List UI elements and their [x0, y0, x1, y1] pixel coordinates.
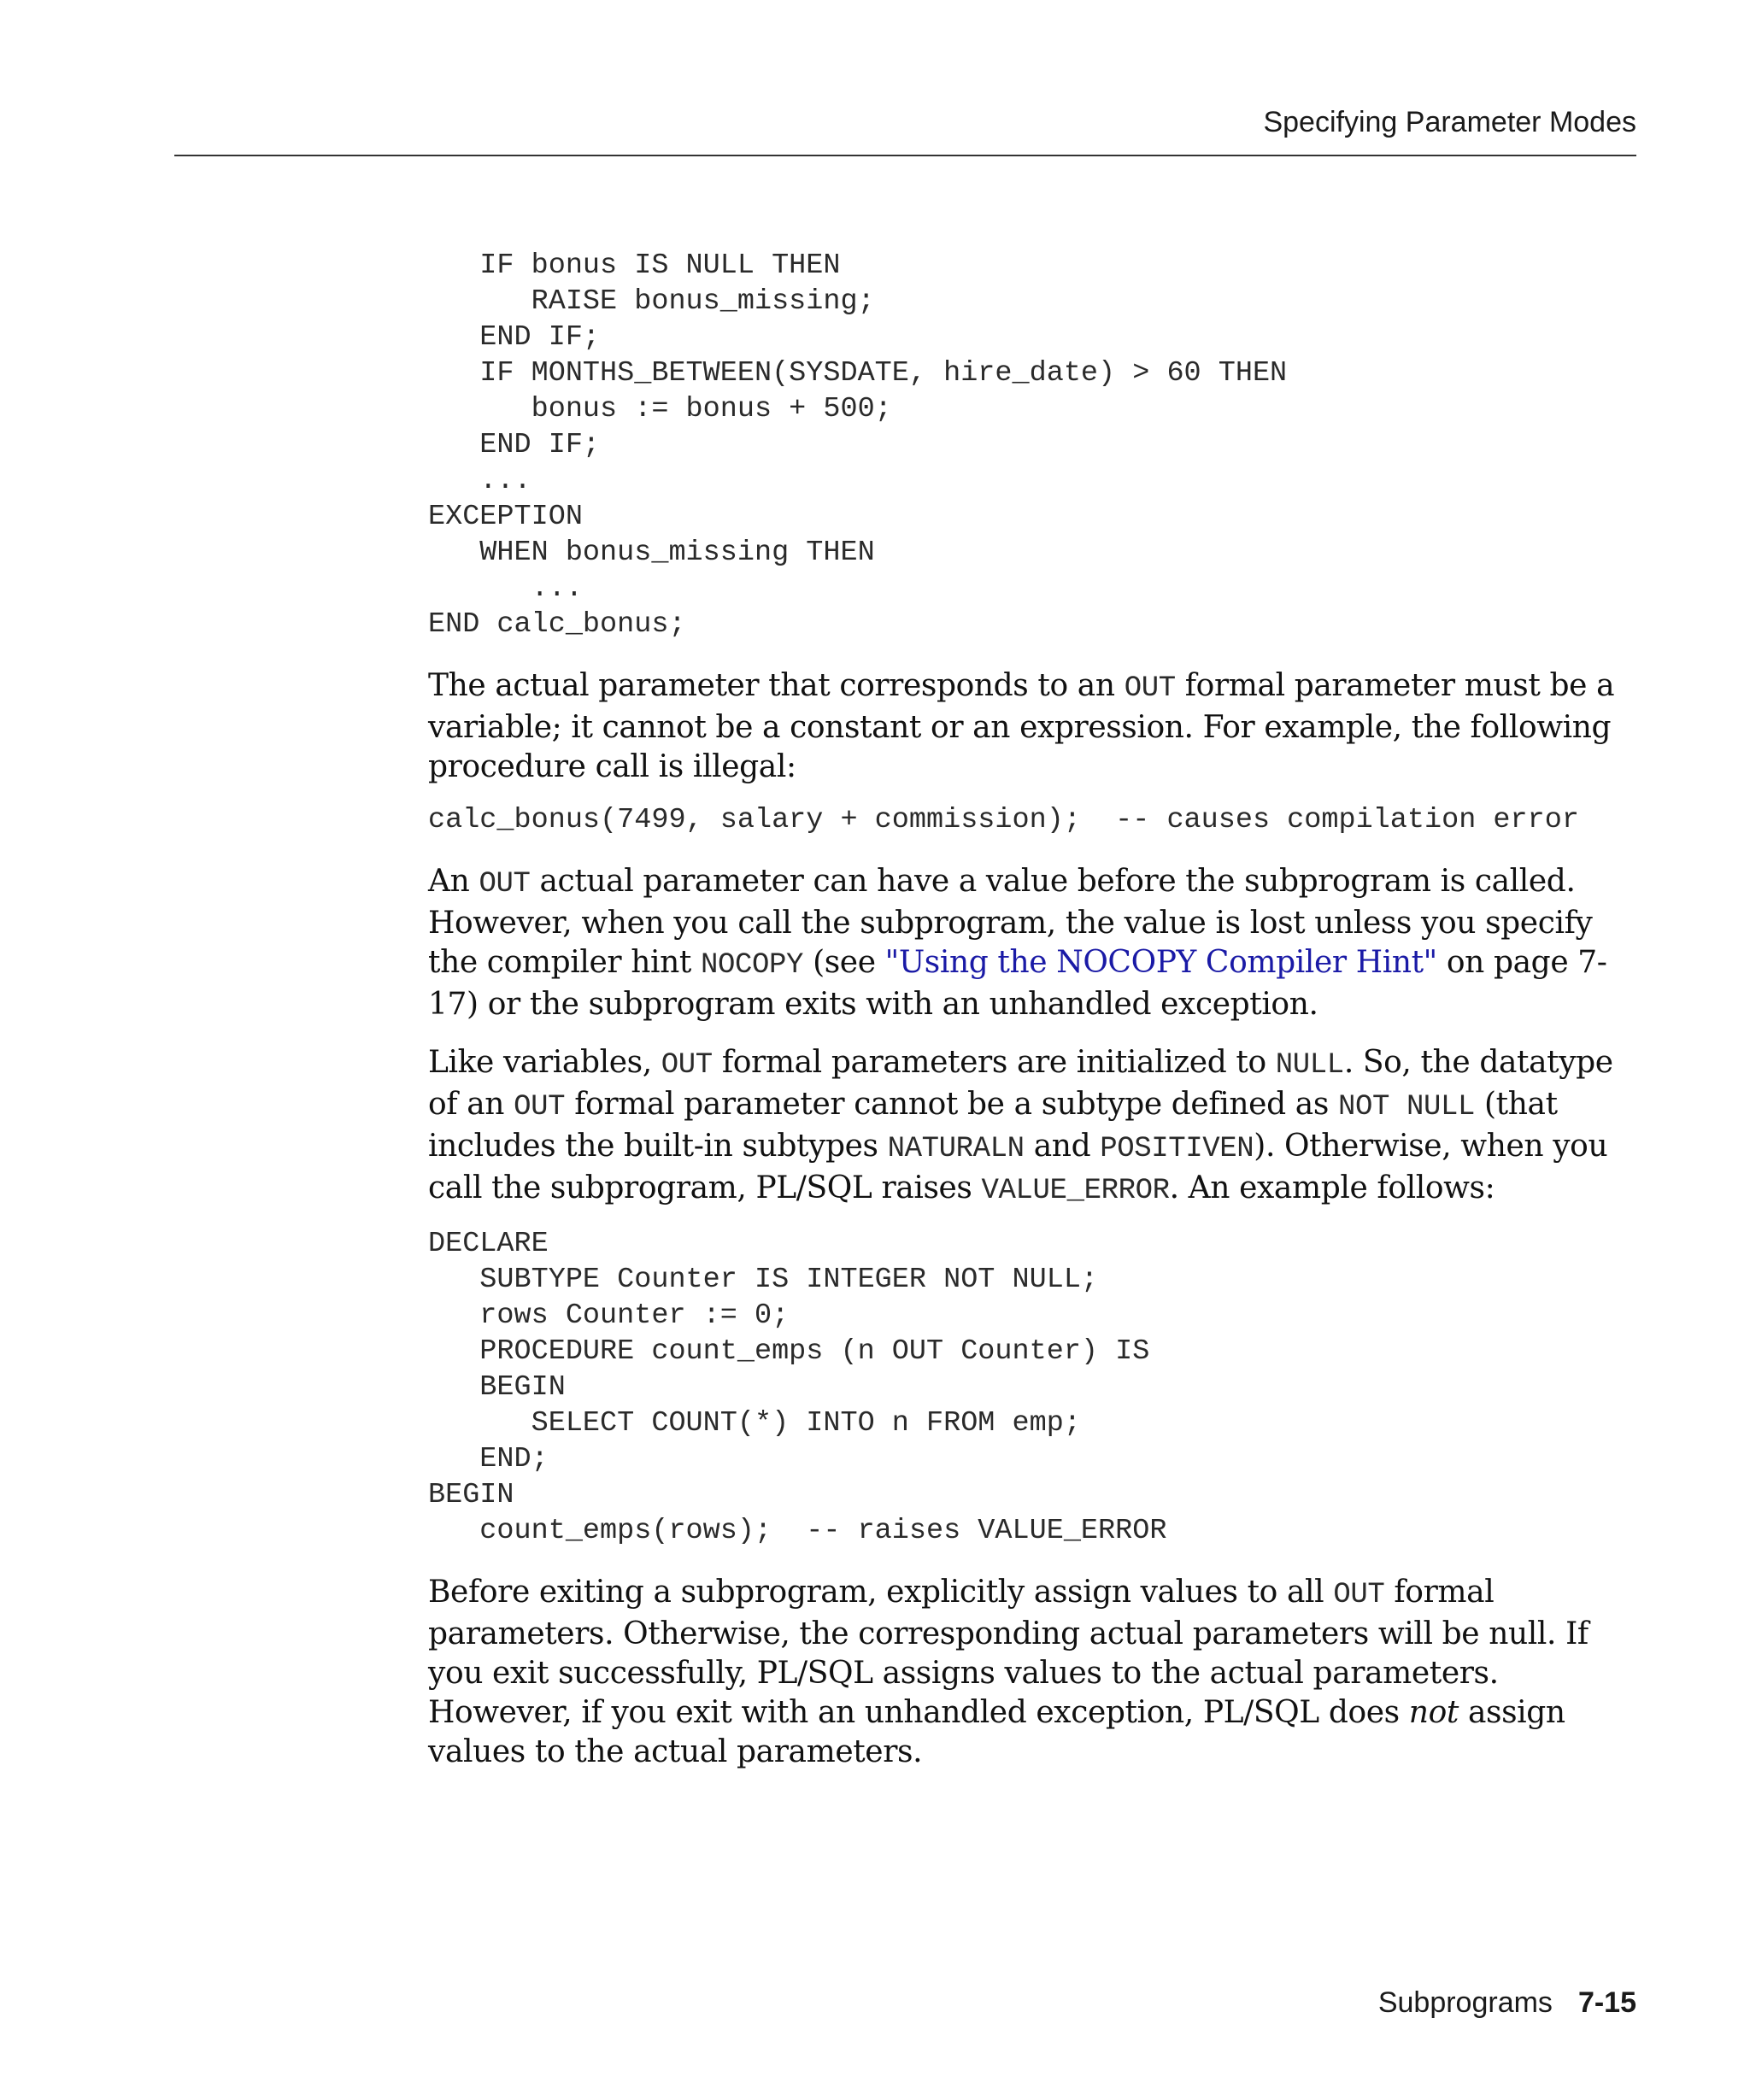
code-line: END IF; [428, 429, 601, 461]
inline-code: OUT [661, 1049, 713, 1082]
code-line: RAISE bonus_missing; [428, 285, 875, 318]
text-run: formal parameter must be a variable; it cannot be a constant or an expression. For example, the following procedure call is illegal: [428, 668, 1615, 784]
code-line: END IF; [428, 321, 601, 354]
text-run: . An example follows: [1169, 1170, 1495, 1205]
text-run: formal parameters are initialized to [712, 1045, 1276, 1080]
code-line: bonus := bonus + 500; [428, 393, 892, 425]
text-run: ). Otherwise, when you call the subprogram, PL/SQL raises [428, 1129, 1608, 1205]
code-line: PROCEDURE count_emps (n OUT Counter) IS [428, 1335, 1150, 1368]
code-line: DECLARE [428, 1228, 549, 1260]
code-line: SUBTYPE Counter IS INTEGER NOT NULL; [428, 1264, 1099, 1296]
header-rule [174, 155, 1636, 156]
paragraph-out-initialized-null [428, 1043, 1641, 1211]
code-line: BEGIN [428, 1371, 566, 1404]
paragraph-out-actual-parameter [428, 666, 1641, 787]
code-block-value-error-example [428, 1226, 1641, 1549]
inline-code: NOT NULL [1337, 1091, 1475, 1123]
code-line: BEGIN [428, 1479, 514, 1511]
text-run: assign values to the actual parameters. [428, 1695, 1565, 1769]
inline-code: NOCOPY [701, 949, 804, 982]
code-line: ... [428, 465, 531, 497]
code-line: IF bonus IS NULL THEN [428, 249, 841, 282]
paragraph-out-value-lost [428, 862, 1641, 1024]
code-block-illegal-call [428, 802, 1641, 838]
text-run: formal parameter cannot be a subtype defined as [565, 1087, 1338, 1122]
code-line: count_emps(rows); -- raises VALUE_ERROR [428, 1515, 1167, 1547]
running-footer [1378, 1986, 1636, 2020]
chapter-name: Subprograms [1377, 1986, 1553, 2019]
code-line: EXCEPTION [428, 501, 583, 533]
page-content [428, 248, 1641, 1772]
nocopy-hint-link[interactable]: "Using the NOCOPY Compiler Hint" [884, 945, 1437, 980]
text-run: An [428, 864, 479, 899]
code-line: END; [428, 1443, 549, 1475]
text-run: The actual parameter that corresponds to an [428, 668, 1125, 703]
code-line: rows Counter := 0; [428, 1299, 790, 1332]
text-run: Before exiting a subprogram, explicitly assign values to all [428, 1575, 1334, 1610]
inline-code: OUT [1124, 672, 1176, 705]
code-line: SELECT COUNT(*) INTO n FROM emp; [428, 1407, 1081, 1440]
inline-code: NATURALN [887, 1133, 1025, 1165]
inline-code: OUT [479, 868, 531, 900]
inline-code: NULL [1275, 1049, 1344, 1082]
code-block-calc-bonus-tail [428, 248, 1641, 642]
code-line: WHEN bonus_missing THEN [428, 537, 875, 569]
inline-code: POSITIVEN [1100, 1133, 1254, 1165]
text-run: . So, the datatype of an [428, 1045, 1613, 1122]
paragraph-assign-out-before-exit [428, 1573, 1641, 1772]
text-run: (see [803, 945, 885, 980]
code-line: ... [428, 572, 583, 605]
inline-code: OUT [1333, 1579, 1385, 1611]
text-run: and [1024, 1129, 1101, 1164]
text-run: formal parameters. Otherwise, the corresponding actual parameters will be null. If you exit successfully, PL/SQL assigns values to the actual parameters. However, if you exit with an unhandled exception, PL/SQL does [428, 1575, 1589, 1730]
code-line: calc_bonus(7499, salary + commission); -- causes compilation error [428, 804, 1579, 836]
inline-code: OUT [514, 1091, 566, 1123]
text-run: on page 7-17) or the subprogram exits with an unhandled exception. [428, 945, 1607, 1022]
text-run: Like variables, [428, 1045, 661, 1080]
page-number: 7-15 [1577, 1986, 1636, 2019]
text-run: (that includes the built-in subtypes [428, 1087, 1558, 1164]
inline-code: VALUE_ERROR [981, 1175, 1170, 1207]
running-header: Specifying Parameter Modes [1263, 106, 1636, 138]
code-line: END calc_bonus; [428, 608, 686, 641]
emphasis: not [1408, 1695, 1459, 1730]
text-run: actual parameter can have a value before the subprogram is called. However, when you call the subprogram, the value is lost unless you specify the compiler hint [428, 864, 1593, 980]
code-line: IF MONTHS_BETWEEN(SYSDATE, hire_date) > 60 THEN [428, 357, 1288, 390]
